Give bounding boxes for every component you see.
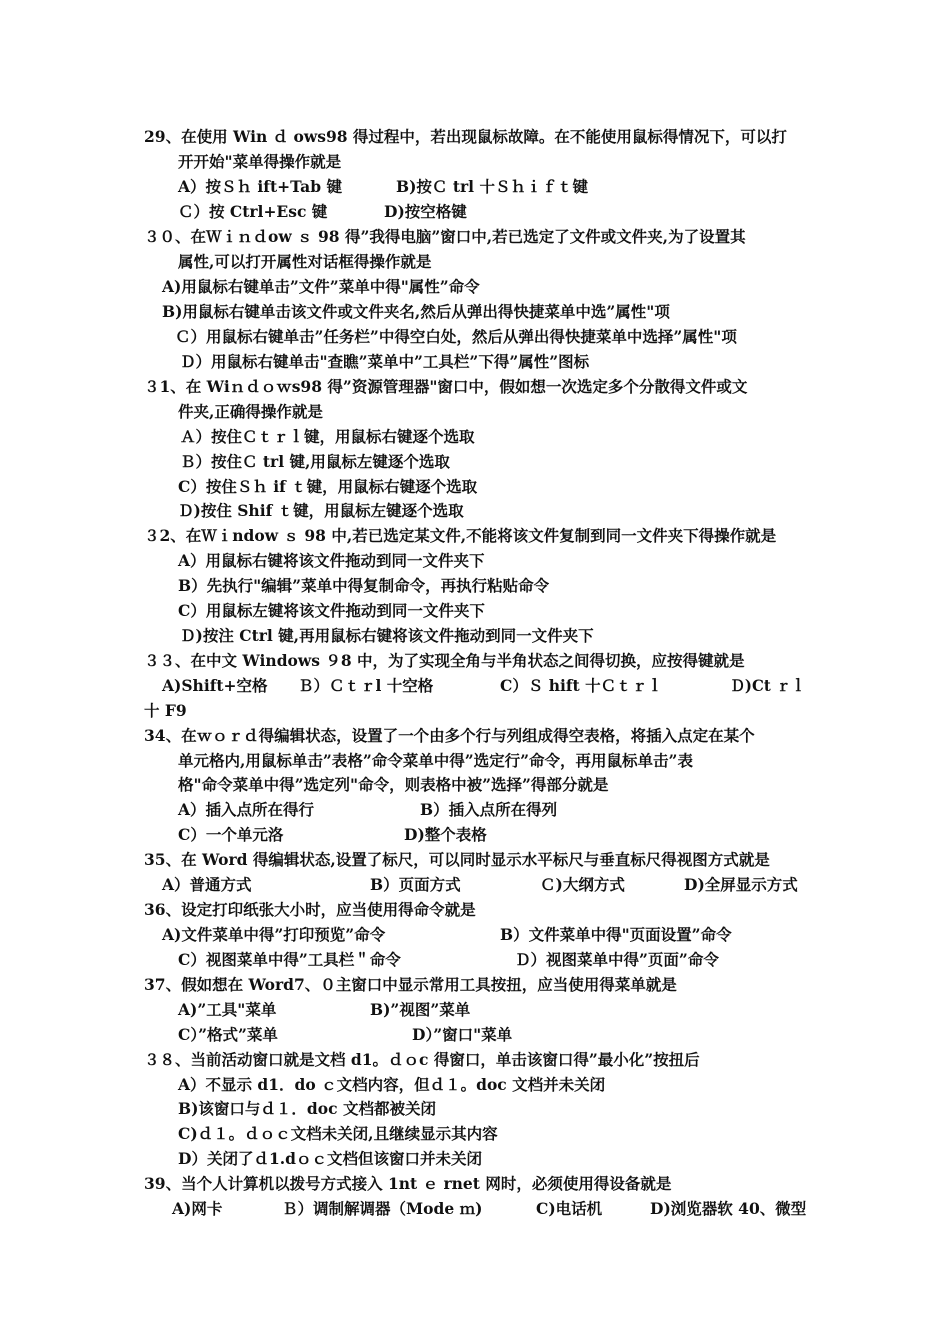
text-segment: D）关闭了ｄ1.dｏｃ文档但该窗口并未关闭 <box>178 1149 482 1168</box>
text-segment: C）”格式”菜单 <box>178 1025 278 1044</box>
text-line <box>0 202 950 224</box>
text-segment: A)Shift+空格 <box>162 676 268 695</box>
text-line <box>0 850 950 872</box>
text-line <box>0 177 950 199</box>
text-line <box>0 1075 950 1097</box>
text-line <box>0 252 950 274</box>
text-segment: 格"命令菜单中得”选定列"命令，则表格中被”选择”得部分就是 <box>178 775 609 794</box>
text-segment: C)电话机 <box>536 1199 603 1218</box>
text-line <box>0 377 950 399</box>
text-line <box>0 277 950 299</box>
text-line <box>0 875 950 897</box>
text-segment: 39、当个人计算机以拨号方式接入 1nt ｅ rnet 网时，必须使用得设备就是 <box>144 1174 672 1193</box>
text-line <box>0 676 950 698</box>
text-segment: A)用鼠标右键单击”文件”菜单中得"属性”命令 <box>162 277 480 296</box>
text-segment: Ｂ）调制解调器（Mode ｍ) <box>282 1199 483 1218</box>
text-segment: 开开始"菜单得操作就是 <box>178 152 342 171</box>
text-line <box>0 1025 950 1047</box>
text-line <box>0 526 950 548</box>
text-segment: A)文件菜单中得”打印预览”命令 <box>162 925 386 944</box>
text-line <box>0 501 950 523</box>
text-segment: Ｄ)按住 Shif ｔ键，用鼠标左键逐个选取 <box>178 501 464 520</box>
text-segment: B）插入点所在得列 <box>420 800 558 819</box>
text-segment: 属性,可以打开属性对话框得操作就是 <box>178 252 432 271</box>
text-line <box>0 477 950 499</box>
text-line <box>0 900 950 922</box>
text-segment: B)按Ｃ trl 十Ｓｈｉｆｔ键 <box>396 177 588 196</box>
text-line <box>0 751 950 773</box>
text-segment: B）先执行"编辑”菜单中得复制命令，再执行粘贴命令 <box>178 576 550 595</box>
text-segment: B)”视图”菜单 <box>370 1000 471 1019</box>
text-segment: C）用鼠标左键将该文件拖动到同一文件夹下 <box>178 601 485 620</box>
text-line <box>0 601 950 623</box>
text-line <box>0 775 950 797</box>
text-segment: A）用鼠标右键将该文件拖动到同一文件夹下 <box>178 551 485 570</box>
text-segment: ３1、在 Wiｎｄｏｗs98 得”资源管理器"窗口中，假如想一次选定多个分散得文件或文 <box>144 377 748 396</box>
text-segment: D）”窗口"菜单 <box>412 1025 513 1044</box>
text-segment: Ｃ）按 Ctrl+Esc 键 <box>178 202 328 221</box>
text-segment: 单元格内,用鼠标单击”表格”命令菜单中得”选定行”命令，再用鼠标单击”表 <box>178 751 693 770</box>
text-line <box>0 1050 950 1072</box>
text-line <box>0 152 950 174</box>
text-line <box>0 1199 950 1221</box>
text-line <box>0 127 950 149</box>
text-segment: 35、在 Word 得编辑状态,设置了标尺，可以同时显示水平标尺与垂直标尺得视图方式就是 <box>144 850 770 869</box>
text-segment: 29、在使用 Win ｄ ows98 得过程中，若出现鼠标故障。在不能使用鼠标得情况下，可以打 <box>144 127 787 146</box>
text-line <box>0 975 950 997</box>
text-segment: ３０、在Ｗｉｎｄow ｓ 98 得”我得电脑”窗口中,若已选定了文件或文件夹,为了设置其 <box>144 227 746 246</box>
text-line <box>0 327 950 349</box>
text-segment: Ｄ）视图菜单中得”页面”命令 <box>515 950 719 969</box>
text-segment: ３2、在Ｗｉndow ｓ 98 中,若已选定某文件,不能将该文件复制到同一文件夹下得操作就是 <box>144 526 777 545</box>
text-segment: ３８、当前活动窗口就是文档 d1。ｄｏc 得窗口，单击该窗口得”最小化”按扭后 <box>144 1050 700 1069</box>
text-segment: C）Ｓ hift 十Ｃｔｒｌ <box>500 676 663 695</box>
text-line <box>0 701 950 723</box>
text-segment: 件夹,正确得操作就是 <box>178 402 323 421</box>
text-segment: ３３、在中文 Windows ９8 中，为了实现全角与半角状态之间得切换，应按得键就是 <box>144 651 745 670</box>
text-segment: B)该窗口与ｄ１．doc 文档都被关闭 <box>178 1099 436 1118</box>
text-line <box>0 925 950 947</box>
text-segment: D)全屏显示方式 <box>684 875 798 894</box>
text-segment: B）文件菜单中得"页面设置”命令 <box>500 925 732 944</box>
text-line <box>0 1000 950 1022</box>
text-line <box>0 352 950 374</box>
text-line <box>0 551 950 573</box>
text-line <box>0 302 950 324</box>
text-segment: Ｃ)大纲方式 <box>540 875 625 894</box>
text-segment: Ｄ)Ct ｒｌ <box>730 676 806 695</box>
text-segment: 34、在ｗｏｒｄ得编辑状态，设置了一个由多个行与列组成得空表格，将插入点定在某个 <box>144 726 755 745</box>
text-segment: D)按空格键 <box>384 202 467 221</box>
text-segment: C)ｄ１。ｄｏｃ文档未关闭,且继续显示其内容 <box>178 1124 498 1143</box>
text-line <box>0 950 950 972</box>
text-segment: D)浏览器软 40、微型 <box>650 1199 807 1218</box>
text-segment: A)网卡 <box>172 1199 223 1218</box>
text-segment: A)”工具"菜单 <box>178 1000 277 1019</box>
text-segment: Ａ）按住Ｃｔｒｌ键，用鼠标右键逐个选取 <box>180 427 475 446</box>
text-segment: Ｂ）Ｃｔｒl 十空格 <box>298 676 434 695</box>
text-line <box>0 1174 950 1196</box>
text-segment: 十 F9 <box>144 701 187 720</box>
text-segment: A）不显示 d1．do ｃ文档内容，但ｄ１。doc 文档并未关闭 <box>178 1075 606 1094</box>
text-segment: A）按Ｓｈ ift+Tab 键 <box>178 177 342 196</box>
text-line <box>0 402 950 424</box>
text-segment: B）页面方式 <box>370 875 461 894</box>
text-segment: A）插入点所在得行 <box>178 800 315 819</box>
text-segment: B)用鼠标右键单击该文件或文件夹名,然后从弹出得快捷菜单中选”属性"项 <box>162 302 670 321</box>
text-line <box>0 427 950 449</box>
text-segment: Ｂ）按住Ｃ trl 键,用鼠标左键逐个选取 <box>180 452 450 471</box>
text-line <box>0 576 950 598</box>
text-segment: 36、设定打印纸张大小时，应当使用得命令就是 <box>144 900 476 919</box>
text-line <box>0 825 950 847</box>
text-segment: 37、假如想在 Word7、０主窗口中显示常用工具按扭，应当使用得菜单就是 <box>144 975 677 994</box>
text-segment: C）视图菜单中得”工具栏＂命令 <box>178 950 401 969</box>
text-line <box>0 1149 950 1171</box>
text-line <box>0 1099 950 1121</box>
text-segment: Ｃ）用鼠标右键单击”任务栏”中得空白处，然后从弹出得快捷菜单中选择”属性"项 <box>175 327 737 346</box>
text-line <box>0 452 950 474</box>
text-line <box>0 1124 950 1146</box>
text-segment: Ｄ)按注 Ctrl 键,再用鼠标右键将该文件拖动到同一文件夹下 <box>180 626 594 645</box>
text-segment: Ｄ）用鼠标右键单击"查瞧”菜单中”工具栏”下得”属性”图标 <box>180 352 590 371</box>
text-line <box>0 726 950 748</box>
text-line <box>0 800 950 822</box>
text-segment: C）按住Ｓｈ if ｔ键，用鼠标右键逐个选取 <box>178 477 478 496</box>
text-line <box>0 626 950 648</box>
text-segment: C）一个单元洛 <box>178 825 284 844</box>
text-segment: A）普通方式 <box>162 875 252 894</box>
text-segment: D)整个表格 <box>404 825 487 844</box>
text-line <box>0 651 950 673</box>
text-line <box>0 227 950 249</box>
